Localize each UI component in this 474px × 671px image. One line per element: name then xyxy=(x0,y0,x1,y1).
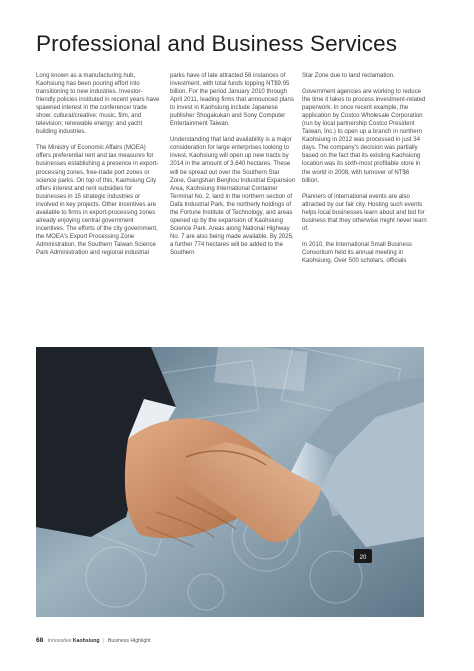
watch-label: 20 xyxy=(359,555,367,561)
text-column-1 xyxy=(36,72,162,265)
page-footer xyxy=(36,637,438,644)
footer-section: Business Highlight xyxy=(107,638,151,644)
text-column-3 xyxy=(302,72,428,273)
page-number: 68 xyxy=(36,637,44,644)
paragraph: In 2010, the International Small Business Consortium held its annual meeting in Kaohsiung. Over 500 scholars, officials xyxy=(302,241,412,264)
paragraph: Government agencies are working to reduce the time it takes to process investment-related paperwork. In once recent example, the application by Costco Wholesale Corporation (run by local partnership Costco President Taiwan, Inc.) to open up a branch in northern Kaohsiung in 2012 was processed in just 34 days. The company's decision was partially based on the fact that its existing Kaohsiung location was its sixth-most profitable store in the world in 2008, with turnover of NT$6 billion. xyxy=(302,89,426,184)
paragraph: parks have of late attracted 58 instances of investment, with total funds topping NT$9.95 billion. For the period January 2010 through April 2011, leading firms that announced plans to invest in Kaohsiung include Japanese publisher Shogakukan and Sony Computer Entertainment Taiwan. xyxy=(170,73,294,128)
paragraph: Understanding that land availability is a major consideration for large enterprises looking to invest, Kaohsiung will open up new tracts by 2014 in the amount of 3,640 hectares. These will be spread out over the Southern Star Zone, Gangshan Benjhou Industrial Expansion Area, Kaohsiung International Container Terminal No. 2, land in the northern section of Dafa Industrial Park, the northerly holdings of the Fortune Institute of Technology, and areas opened up by the expansion of Kaohsiung Science Park. Areas along National Highway No. 7 are also being made available. By 2025, a further 774 hectares will be added to the Southern xyxy=(170,137,296,256)
footer-brand-bold: Kaohsiung xyxy=(72,638,100,644)
paragraph: Long known as a manufacturing hub, Kaohsiung has been pouring effort into transitioning to new industries. Investor-friendly policies instituted in recent years have spawned interest in the conference/ trade show; cultural/creative; music, film, and television; renewable energy; and yacht building industries. xyxy=(36,73,160,136)
handshake-photo xyxy=(36,347,424,617)
page-title: Professional and Business Services xyxy=(36,31,398,56)
paragraph: Star Zone due to land reclamation. xyxy=(302,73,395,79)
footer-separator: | xyxy=(103,638,105,644)
handshake-illustration xyxy=(36,347,424,617)
text-column-2 xyxy=(170,72,296,265)
footer-brand-italic: Innovative xyxy=(47,638,72,644)
paragraph: The Ministry of Economic Affairs (MOEA) offers preferential rent and tax measures for businesses establishing a presence in export-processing zones, free-trade port zones or science parks. On top of this, Kaohsiung City offers interest and rent subsidies for businesses in 15 strategic industries or involved in key projects. Other incentives are available to firms in export-processing zones already enjoying central government incentives. The efforts of the city government, the MOEA's Export Processing Zone Administration, the Southern Taiwan Science Park Administration and regional industrial xyxy=(36,145,159,256)
paragraph: Planners of international events are also attracted by our fair city. Hosting such events helps local businesses learn about and bid for business that they otherwise might never learn of. xyxy=(302,193,427,232)
